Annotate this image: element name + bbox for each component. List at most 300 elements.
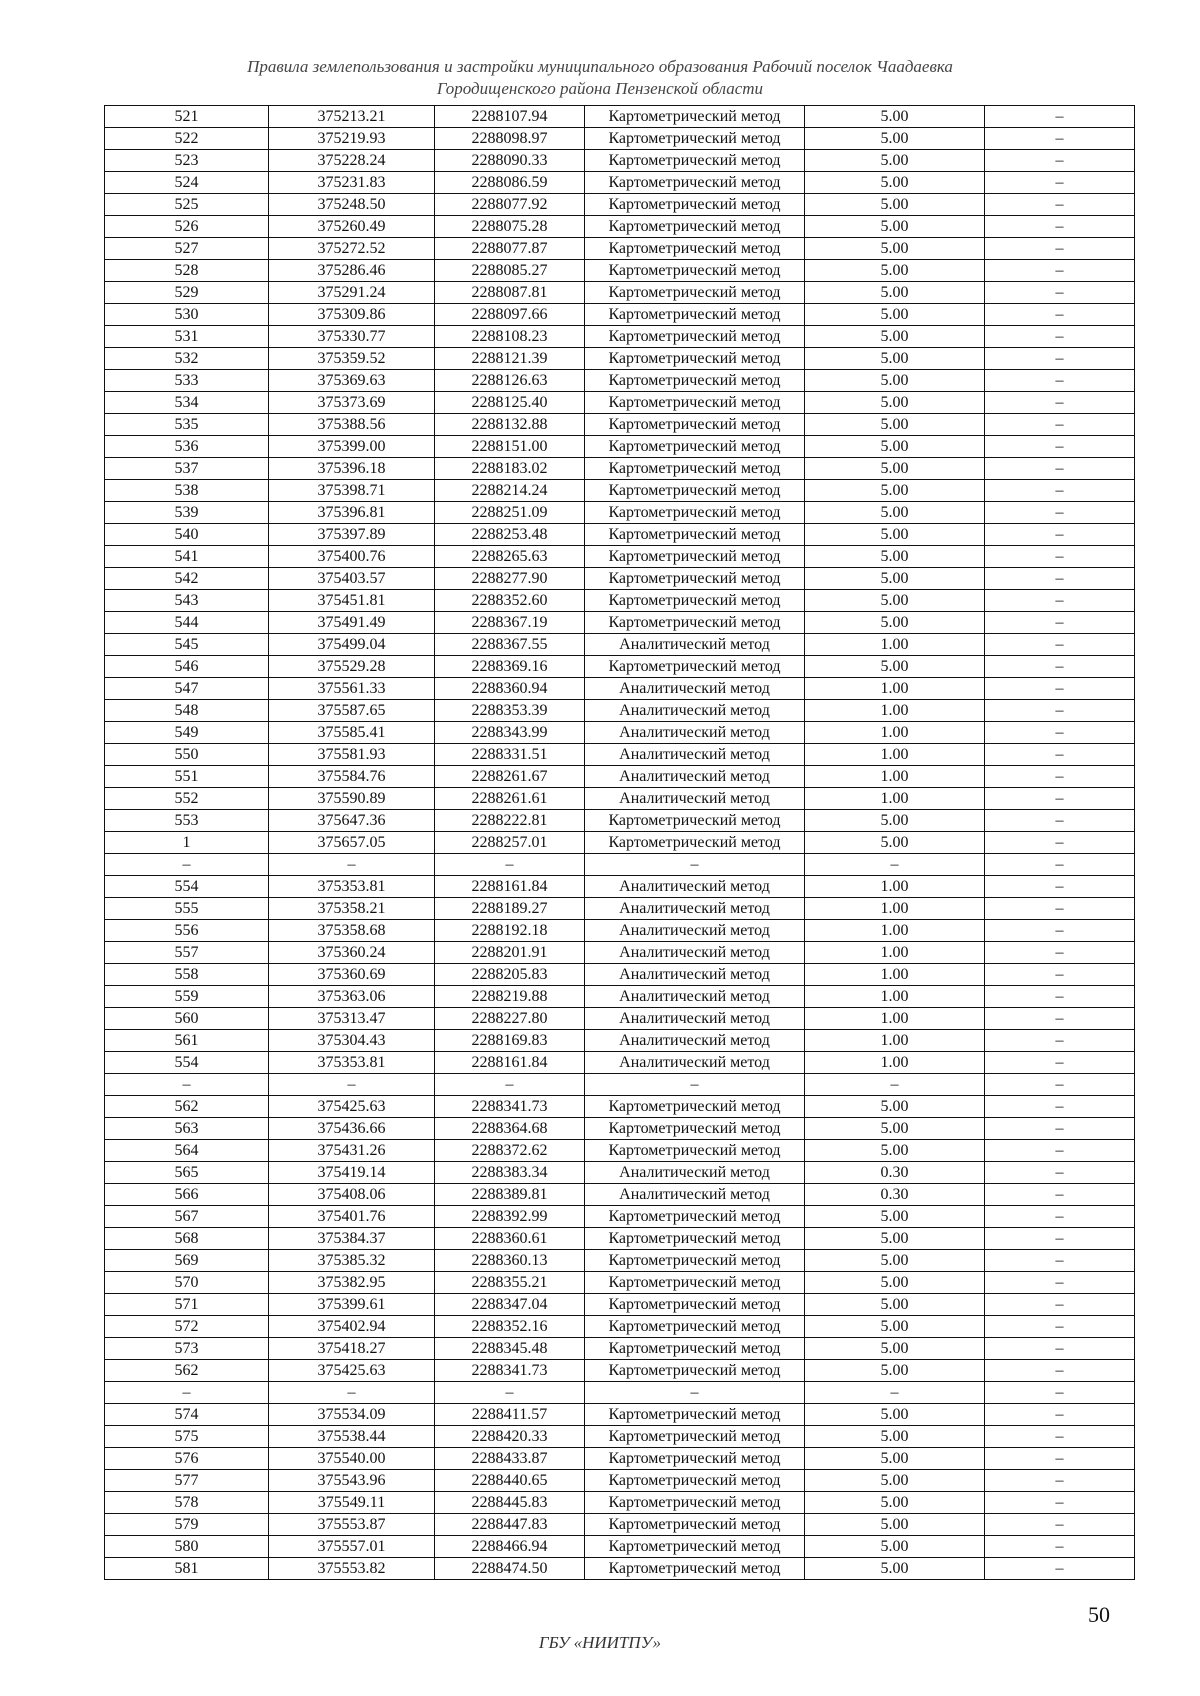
- cell-accuracy: 5.00: [805, 524, 985, 546]
- cell-x-coordinate: 375590.89: [269, 788, 435, 810]
- cell-y-coordinate: 2288367.19: [435, 612, 585, 634]
- cell-note: –: [985, 150, 1135, 172]
- cell-accuracy: 5.00: [805, 590, 985, 612]
- table-row: [105, 1008, 1135, 1030]
- cell-accuracy: 5.00: [805, 810, 985, 832]
- cell-y-coordinate: 2288098.97: [435, 128, 585, 150]
- header-line-2: Городищенского района Пензенской области: [436, 79, 764, 98]
- cell-method: Картометрический метод: [585, 348, 805, 370]
- cell-method: Аналитический метод: [585, 678, 805, 700]
- cell-point-number: 542: [105, 568, 269, 590]
- cell-note: –: [985, 1536, 1135, 1558]
- cell-x-coordinate: 375431.26: [269, 1140, 435, 1162]
- cell-y-coordinate: 2288087.81: [435, 282, 585, 304]
- cell-y-coordinate: 2288360.61: [435, 1228, 585, 1250]
- cell-y-coordinate: 2288360.13: [435, 1250, 585, 1272]
- cell-method: Аналитический метод: [585, 634, 805, 656]
- cell-accuracy: 5.00: [805, 1140, 985, 1162]
- cell-note: –: [985, 260, 1135, 282]
- cell-method: Аналитический метод: [585, 942, 805, 964]
- cell-accuracy: 1.00: [805, 898, 985, 920]
- cell-method: Картометрический метод: [585, 1536, 805, 1558]
- cell-y-coordinate: 2288219.88: [435, 986, 585, 1008]
- table-row: [105, 832, 1135, 854]
- cell-accuracy: 5.00: [805, 348, 985, 370]
- table-row: [105, 304, 1135, 326]
- cell-x-coordinate: 375401.76: [269, 1206, 435, 1228]
- table-row: [105, 1250, 1135, 1272]
- cell-accuracy: 0.30: [805, 1162, 985, 1184]
- table-row: [105, 568, 1135, 590]
- table-row: [105, 964, 1135, 986]
- cell-method: Аналитический метод: [585, 1162, 805, 1184]
- cell-point-number: 541: [105, 546, 269, 568]
- cell-method: Аналитический метод: [585, 1184, 805, 1206]
- cell-point-number: 557: [105, 942, 269, 964]
- cell-x-coordinate: 375353.81: [269, 1052, 435, 1074]
- cell-point-number: –: [105, 1382, 269, 1404]
- cell-x-coordinate: 375585.41: [269, 722, 435, 744]
- cell-x-coordinate: 375369.63: [269, 370, 435, 392]
- cell-y-coordinate: 2288086.59: [435, 172, 585, 194]
- cell-y-coordinate: 2288189.27: [435, 898, 585, 920]
- cell-accuracy: 5.00: [805, 1272, 985, 1294]
- cell-method: Аналитический метод: [585, 1008, 805, 1030]
- table-row: [105, 1448, 1135, 1470]
- cell-point-number: 522: [105, 128, 269, 150]
- cell-method: –: [585, 1382, 805, 1404]
- cell-accuracy: 5.00: [805, 304, 985, 326]
- cell-accuracy: 5.00: [805, 1448, 985, 1470]
- cell-x-coordinate: 375561.33: [269, 678, 435, 700]
- cell-point-number: 530: [105, 304, 269, 326]
- cell-accuracy: 1.00: [805, 678, 985, 700]
- cell-y-coordinate: 2288474.50: [435, 1558, 585, 1580]
- cell-x-coordinate: 375396.81: [269, 502, 435, 524]
- cell-method: Картометрический метод: [585, 1558, 805, 1580]
- cell-note: –: [985, 546, 1135, 568]
- cell-note: –: [985, 348, 1135, 370]
- cell-point-number: 574: [105, 1404, 269, 1426]
- cell-point-number: 543: [105, 590, 269, 612]
- cell-x-coordinate: 375529.28: [269, 656, 435, 678]
- cell-x-coordinate: 375363.06: [269, 986, 435, 1008]
- cell-note: –: [985, 810, 1135, 832]
- cell-accuracy: 5.00: [805, 546, 985, 568]
- cell-method: Картометрический метод: [585, 810, 805, 832]
- cell-x-coordinate: 375425.63: [269, 1360, 435, 1382]
- cell-method: Картометрический метод: [585, 1404, 805, 1426]
- cell-note: –: [985, 1140, 1135, 1162]
- cell-x-coordinate: 375534.09: [269, 1404, 435, 1426]
- cell-y-coordinate: 2288085.27: [435, 260, 585, 282]
- cell-y-coordinate: 2288347.04: [435, 1294, 585, 1316]
- cell-x-coordinate: 375313.47: [269, 1008, 435, 1030]
- cell-y-coordinate: 2288420.33: [435, 1426, 585, 1448]
- cell-note: –: [985, 238, 1135, 260]
- cell-y-coordinate: 2288372.62: [435, 1140, 585, 1162]
- cell-method: Аналитический метод: [585, 964, 805, 986]
- cell-point-number: 572: [105, 1316, 269, 1338]
- cell-x-coordinate: 375403.57: [269, 568, 435, 590]
- cell-y-coordinate: 2288075.28: [435, 216, 585, 238]
- cell-note: –: [985, 788, 1135, 810]
- cell-note: –: [985, 1096, 1135, 1118]
- cell-point-number: 1: [105, 832, 269, 854]
- cell-y-coordinate: 2288205.83: [435, 964, 585, 986]
- cell-point-number: 559: [105, 986, 269, 1008]
- cell-x-coordinate: 375557.01: [269, 1536, 435, 1558]
- cell-point-number: 536: [105, 436, 269, 458]
- cell-method: Картометрический метод: [585, 1426, 805, 1448]
- cell-note: –: [985, 480, 1135, 502]
- cell-method: Картометрический метод: [585, 1338, 805, 1360]
- cell-accuracy: 5.00: [805, 480, 985, 502]
- cell-note: –: [985, 326, 1135, 348]
- cell-method: Картометрический метод: [585, 1228, 805, 1250]
- cell-note: –: [985, 1382, 1135, 1404]
- cell-accuracy: 1.00: [805, 722, 985, 744]
- cell-note: –: [985, 1316, 1135, 1338]
- cell-y-coordinate: 2288353.39: [435, 700, 585, 722]
- cell-x-coordinate: 375384.37: [269, 1228, 435, 1250]
- table-row: [105, 458, 1135, 480]
- table-row: [105, 678, 1135, 700]
- cell-method: Аналитический метод: [585, 986, 805, 1008]
- cell-method: Картометрический метод: [585, 238, 805, 260]
- cell-method: Картометрический метод: [585, 1140, 805, 1162]
- cell-x-coordinate: –: [269, 1074, 435, 1096]
- cell-accuracy: 5.00: [805, 326, 985, 348]
- cell-y-coordinate: 2288389.81: [435, 1184, 585, 1206]
- cell-point-number: 564: [105, 1140, 269, 1162]
- table-row: [105, 1096, 1135, 1118]
- cell-note: –: [985, 1470, 1135, 1492]
- cell-note: –: [985, 1228, 1135, 1250]
- cell-accuracy: 5.00: [805, 1118, 985, 1140]
- table-row: [105, 1228, 1135, 1250]
- table-row: [105, 106, 1135, 128]
- table-row: [105, 282, 1135, 304]
- cell-note: –: [985, 216, 1135, 238]
- cell-note: –: [985, 1492, 1135, 1514]
- cell-point-number: 525: [105, 194, 269, 216]
- table-row: [105, 1074, 1135, 1096]
- cell-y-coordinate: 2288161.84: [435, 876, 585, 898]
- cell-x-coordinate: 375553.87: [269, 1514, 435, 1536]
- cell-y-coordinate: 2288151.00: [435, 436, 585, 458]
- coordinates-table: [104, 105, 1135, 1580]
- table-row: [105, 1470, 1135, 1492]
- cell-method: Аналитический метод: [585, 700, 805, 722]
- table-row: [105, 744, 1135, 766]
- table-row: [105, 260, 1135, 282]
- cell-note: –: [985, 1052, 1135, 1074]
- cell-note: –: [985, 304, 1135, 326]
- table-row: [105, 436, 1135, 458]
- table-row: [105, 612, 1135, 634]
- cell-point-number: 539: [105, 502, 269, 524]
- table-row: [105, 656, 1135, 678]
- cell-x-coordinate: 375657.05: [269, 832, 435, 854]
- cell-y-coordinate: 2288265.63: [435, 546, 585, 568]
- cell-point-number: 545: [105, 634, 269, 656]
- cell-y-coordinate: 2288345.48: [435, 1338, 585, 1360]
- cell-method: Картометрический метод: [585, 436, 805, 458]
- cell-note: –: [985, 194, 1135, 216]
- cell-accuracy: 5.00: [805, 436, 985, 458]
- cell-method: Картометрический метод: [585, 480, 805, 502]
- cell-accuracy: 5.00: [805, 1360, 985, 1382]
- cell-y-coordinate: 2288341.73: [435, 1360, 585, 1382]
- cell-point-number: 561: [105, 1030, 269, 1052]
- table-row: [105, 216, 1135, 238]
- table-row: [105, 1360, 1135, 1382]
- table-row: [105, 348, 1135, 370]
- cell-accuracy: 5.00: [805, 106, 985, 128]
- cell-x-coordinate: –: [269, 854, 435, 876]
- cell-point-number: 551: [105, 766, 269, 788]
- cell-accuracy: 5.00: [805, 1206, 985, 1228]
- table-row: [105, 238, 1135, 260]
- cell-point-number: 552: [105, 788, 269, 810]
- cell-note: –: [985, 392, 1135, 414]
- cell-accuracy: 1.00: [805, 876, 985, 898]
- cell-x-coordinate: 375213.21: [269, 106, 435, 128]
- cell-accuracy: 1.00: [805, 1052, 985, 1074]
- cell-x-coordinate: 375358.21: [269, 898, 435, 920]
- cell-point-number: 529: [105, 282, 269, 304]
- cell-accuracy: 5.00: [805, 1514, 985, 1536]
- cell-note: –: [985, 1184, 1135, 1206]
- cell-note: –: [985, 1250, 1135, 1272]
- cell-note: –: [985, 964, 1135, 986]
- cell-accuracy: 5.00: [805, 1470, 985, 1492]
- cell-method: Картометрический метод: [585, 304, 805, 326]
- cell-note: –: [985, 128, 1135, 150]
- cell-y-coordinate: 2288392.99: [435, 1206, 585, 1228]
- cell-method: Аналитический метод: [585, 1030, 805, 1052]
- cell-accuracy: 5.00: [805, 216, 985, 238]
- cell-x-coordinate: 375491.49: [269, 612, 435, 634]
- cell-accuracy: 5.00: [805, 458, 985, 480]
- cell-y-coordinate: 2288257.01: [435, 832, 585, 854]
- table-row: [105, 986, 1135, 1008]
- cell-point-number: 565: [105, 1162, 269, 1184]
- cell-point-number: 532: [105, 348, 269, 370]
- table-row: [105, 1382, 1135, 1404]
- table-row: [105, 898, 1135, 920]
- cell-x-coordinate: 375543.96: [269, 1470, 435, 1492]
- cell-point-number: 527: [105, 238, 269, 260]
- cell-point-number: 581: [105, 1558, 269, 1580]
- table-row: [105, 1140, 1135, 1162]
- cell-x-coordinate: 375540.00: [269, 1448, 435, 1470]
- cell-x-coordinate: 375400.76: [269, 546, 435, 568]
- cell-point-number: 534: [105, 392, 269, 414]
- cell-note: –: [985, 568, 1135, 590]
- cell-point-number: 570: [105, 1272, 269, 1294]
- cell-accuracy: 5.00: [805, 1492, 985, 1514]
- cell-point-number: 540: [105, 524, 269, 546]
- cell-accuracy: 5.00: [805, 282, 985, 304]
- cell-x-coordinate: 375231.83: [269, 172, 435, 194]
- cell-y-coordinate: –: [435, 854, 585, 876]
- cell-accuracy: 1.00: [805, 986, 985, 1008]
- table-row: [105, 480, 1135, 502]
- cell-method: Картометрический метод: [585, 502, 805, 524]
- cell-method: Картометрический метод: [585, 1272, 805, 1294]
- cell-point-number: 533: [105, 370, 269, 392]
- cell-y-coordinate: 2288445.83: [435, 1492, 585, 1514]
- cell-x-coordinate: 375219.93: [269, 128, 435, 150]
- cell-x-coordinate: 375581.93: [269, 744, 435, 766]
- cell-x-coordinate: 375260.49: [269, 216, 435, 238]
- table-row: [105, 524, 1135, 546]
- table-row: [105, 1294, 1135, 1316]
- cell-note: –: [985, 172, 1135, 194]
- cell-point-number: 546: [105, 656, 269, 678]
- cell-y-coordinate: 2288466.94: [435, 1536, 585, 1558]
- cell-y-coordinate: 2288355.21: [435, 1272, 585, 1294]
- cell-note: –: [985, 612, 1135, 634]
- cell-accuracy: –: [805, 1382, 985, 1404]
- cell-y-coordinate: 2288331.51: [435, 744, 585, 766]
- table-row: [105, 942, 1135, 964]
- table-row: [105, 128, 1135, 150]
- cell-note: –: [985, 744, 1135, 766]
- cell-x-coordinate: 375248.50: [269, 194, 435, 216]
- table-row: [105, 1404, 1135, 1426]
- cell-method: Картометрический метод: [585, 1514, 805, 1536]
- cell-x-coordinate: 375451.81: [269, 590, 435, 612]
- cell-y-coordinate: –: [435, 1074, 585, 1096]
- cell-method: Картометрический метод: [585, 1206, 805, 1228]
- cell-note: –: [985, 1426, 1135, 1448]
- cell-accuracy: –: [805, 854, 985, 876]
- cell-point-number: 549: [105, 722, 269, 744]
- table-row: [105, 326, 1135, 348]
- table-row: [105, 854, 1135, 876]
- cell-method: Картометрический метод: [585, 546, 805, 568]
- cell-point-number: 563: [105, 1118, 269, 1140]
- cell-note: –: [985, 1162, 1135, 1184]
- cell-method: Картометрический метод: [585, 458, 805, 480]
- table-row: [105, 392, 1135, 414]
- cell-accuracy: 5.00: [805, 1250, 985, 1272]
- cell-y-coordinate: 2288121.39: [435, 348, 585, 370]
- cell-note: –: [985, 1558, 1135, 1580]
- cell-note: –: [985, 920, 1135, 942]
- cell-method: Картометрический метод: [585, 590, 805, 612]
- cell-y-coordinate: 2288341.73: [435, 1096, 585, 1118]
- cell-accuracy: 1.00: [805, 700, 985, 722]
- cell-y-coordinate: 2288227.80: [435, 1008, 585, 1030]
- cell-x-coordinate: 375397.89: [269, 524, 435, 546]
- table-row: [105, 1272, 1135, 1294]
- table-row: [105, 1558, 1135, 1580]
- coordinates-table-body: [105, 106, 1135, 1580]
- cell-accuracy: 5.00: [805, 1316, 985, 1338]
- cell-y-coordinate: 2288090.33: [435, 150, 585, 172]
- cell-note: –: [985, 458, 1135, 480]
- cell-method: Картометрический метод: [585, 656, 805, 678]
- cell-note: –: [985, 1206, 1135, 1228]
- cell-note: –: [985, 1118, 1135, 1140]
- cell-x-coordinate: 375291.24: [269, 282, 435, 304]
- cell-point-number: –: [105, 854, 269, 876]
- cell-y-coordinate: 2288360.94: [435, 678, 585, 700]
- table-row: [105, 502, 1135, 524]
- cell-point-number: 562: [105, 1096, 269, 1118]
- cell-y-coordinate: 2288214.24: [435, 480, 585, 502]
- cell-point-number: 573: [105, 1338, 269, 1360]
- cell-point-number: 548: [105, 700, 269, 722]
- cell-x-coordinate: 375358.68: [269, 920, 435, 942]
- page-header: [0, 56, 1200, 100]
- cell-y-coordinate: 2288077.92: [435, 194, 585, 216]
- cell-note: –: [985, 678, 1135, 700]
- cell-note: –: [985, 370, 1135, 392]
- cell-point-number: 544: [105, 612, 269, 634]
- cell-note: –: [985, 1030, 1135, 1052]
- cell-accuracy: 5.00: [805, 238, 985, 260]
- table-row: [105, 1536, 1135, 1558]
- cell-x-coordinate: 375436.66: [269, 1118, 435, 1140]
- cell-method: –: [585, 1074, 805, 1096]
- table-row: [105, 590, 1135, 612]
- cell-x-coordinate: 375359.52: [269, 348, 435, 370]
- cell-y-coordinate: 2288125.40: [435, 392, 585, 414]
- cell-point-number: 554: [105, 1052, 269, 1074]
- cell-method: Картометрический метод: [585, 260, 805, 282]
- cell-y-coordinate: 2288126.63: [435, 370, 585, 392]
- table-row: [105, 1030, 1135, 1052]
- cell-note: –: [985, 414, 1135, 436]
- cell-accuracy: 5.00: [805, 1228, 985, 1250]
- cell-y-coordinate: –: [435, 1382, 585, 1404]
- cell-point-number: 560: [105, 1008, 269, 1030]
- cell-accuracy: 1.00: [805, 1008, 985, 1030]
- cell-method: Аналитический метод: [585, 898, 805, 920]
- cell-method: –: [585, 854, 805, 876]
- cell-x-coordinate: 375399.61: [269, 1294, 435, 1316]
- cell-method: Картометрический метод: [585, 524, 805, 546]
- cell-accuracy: 5.00: [805, 172, 985, 194]
- cell-point-number: 555: [105, 898, 269, 920]
- cell-point-number: 575: [105, 1426, 269, 1448]
- cell-point-number: 567: [105, 1206, 269, 1228]
- cell-accuracy: 5.00: [805, 502, 985, 524]
- cell-accuracy: –: [805, 1074, 985, 1096]
- cell-point-number: 576: [105, 1448, 269, 1470]
- cell-point-number: 569: [105, 1250, 269, 1272]
- cell-note: –: [985, 986, 1135, 1008]
- cell-x-coordinate: 375425.63: [269, 1096, 435, 1118]
- table-row: [105, 722, 1135, 744]
- cell-accuracy: 5.00: [805, 150, 985, 172]
- cell-note: –: [985, 524, 1135, 546]
- table-row: [105, 1052, 1135, 1074]
- cell-x-coordinate: 375587.65: [269, 700, 435, 722]
- cell-method: Аналитический метод: [585, 722, 805, 744]
- cell-note: –: [985, 1360, 1135, 1382]
- cell-y-coordinate: 2288161.84: [435, 1052, 585, 1074]
- cell-note: –: [985, 700, 1135, 722]
- cell-point-number: 580: [105, 1536, 269, 1558]
- cell-x-coordinate: 375330.77: [269, 326, 435, 348]
- cell-x-coordinate: 375388.56: [269, 414, 435, 436]
